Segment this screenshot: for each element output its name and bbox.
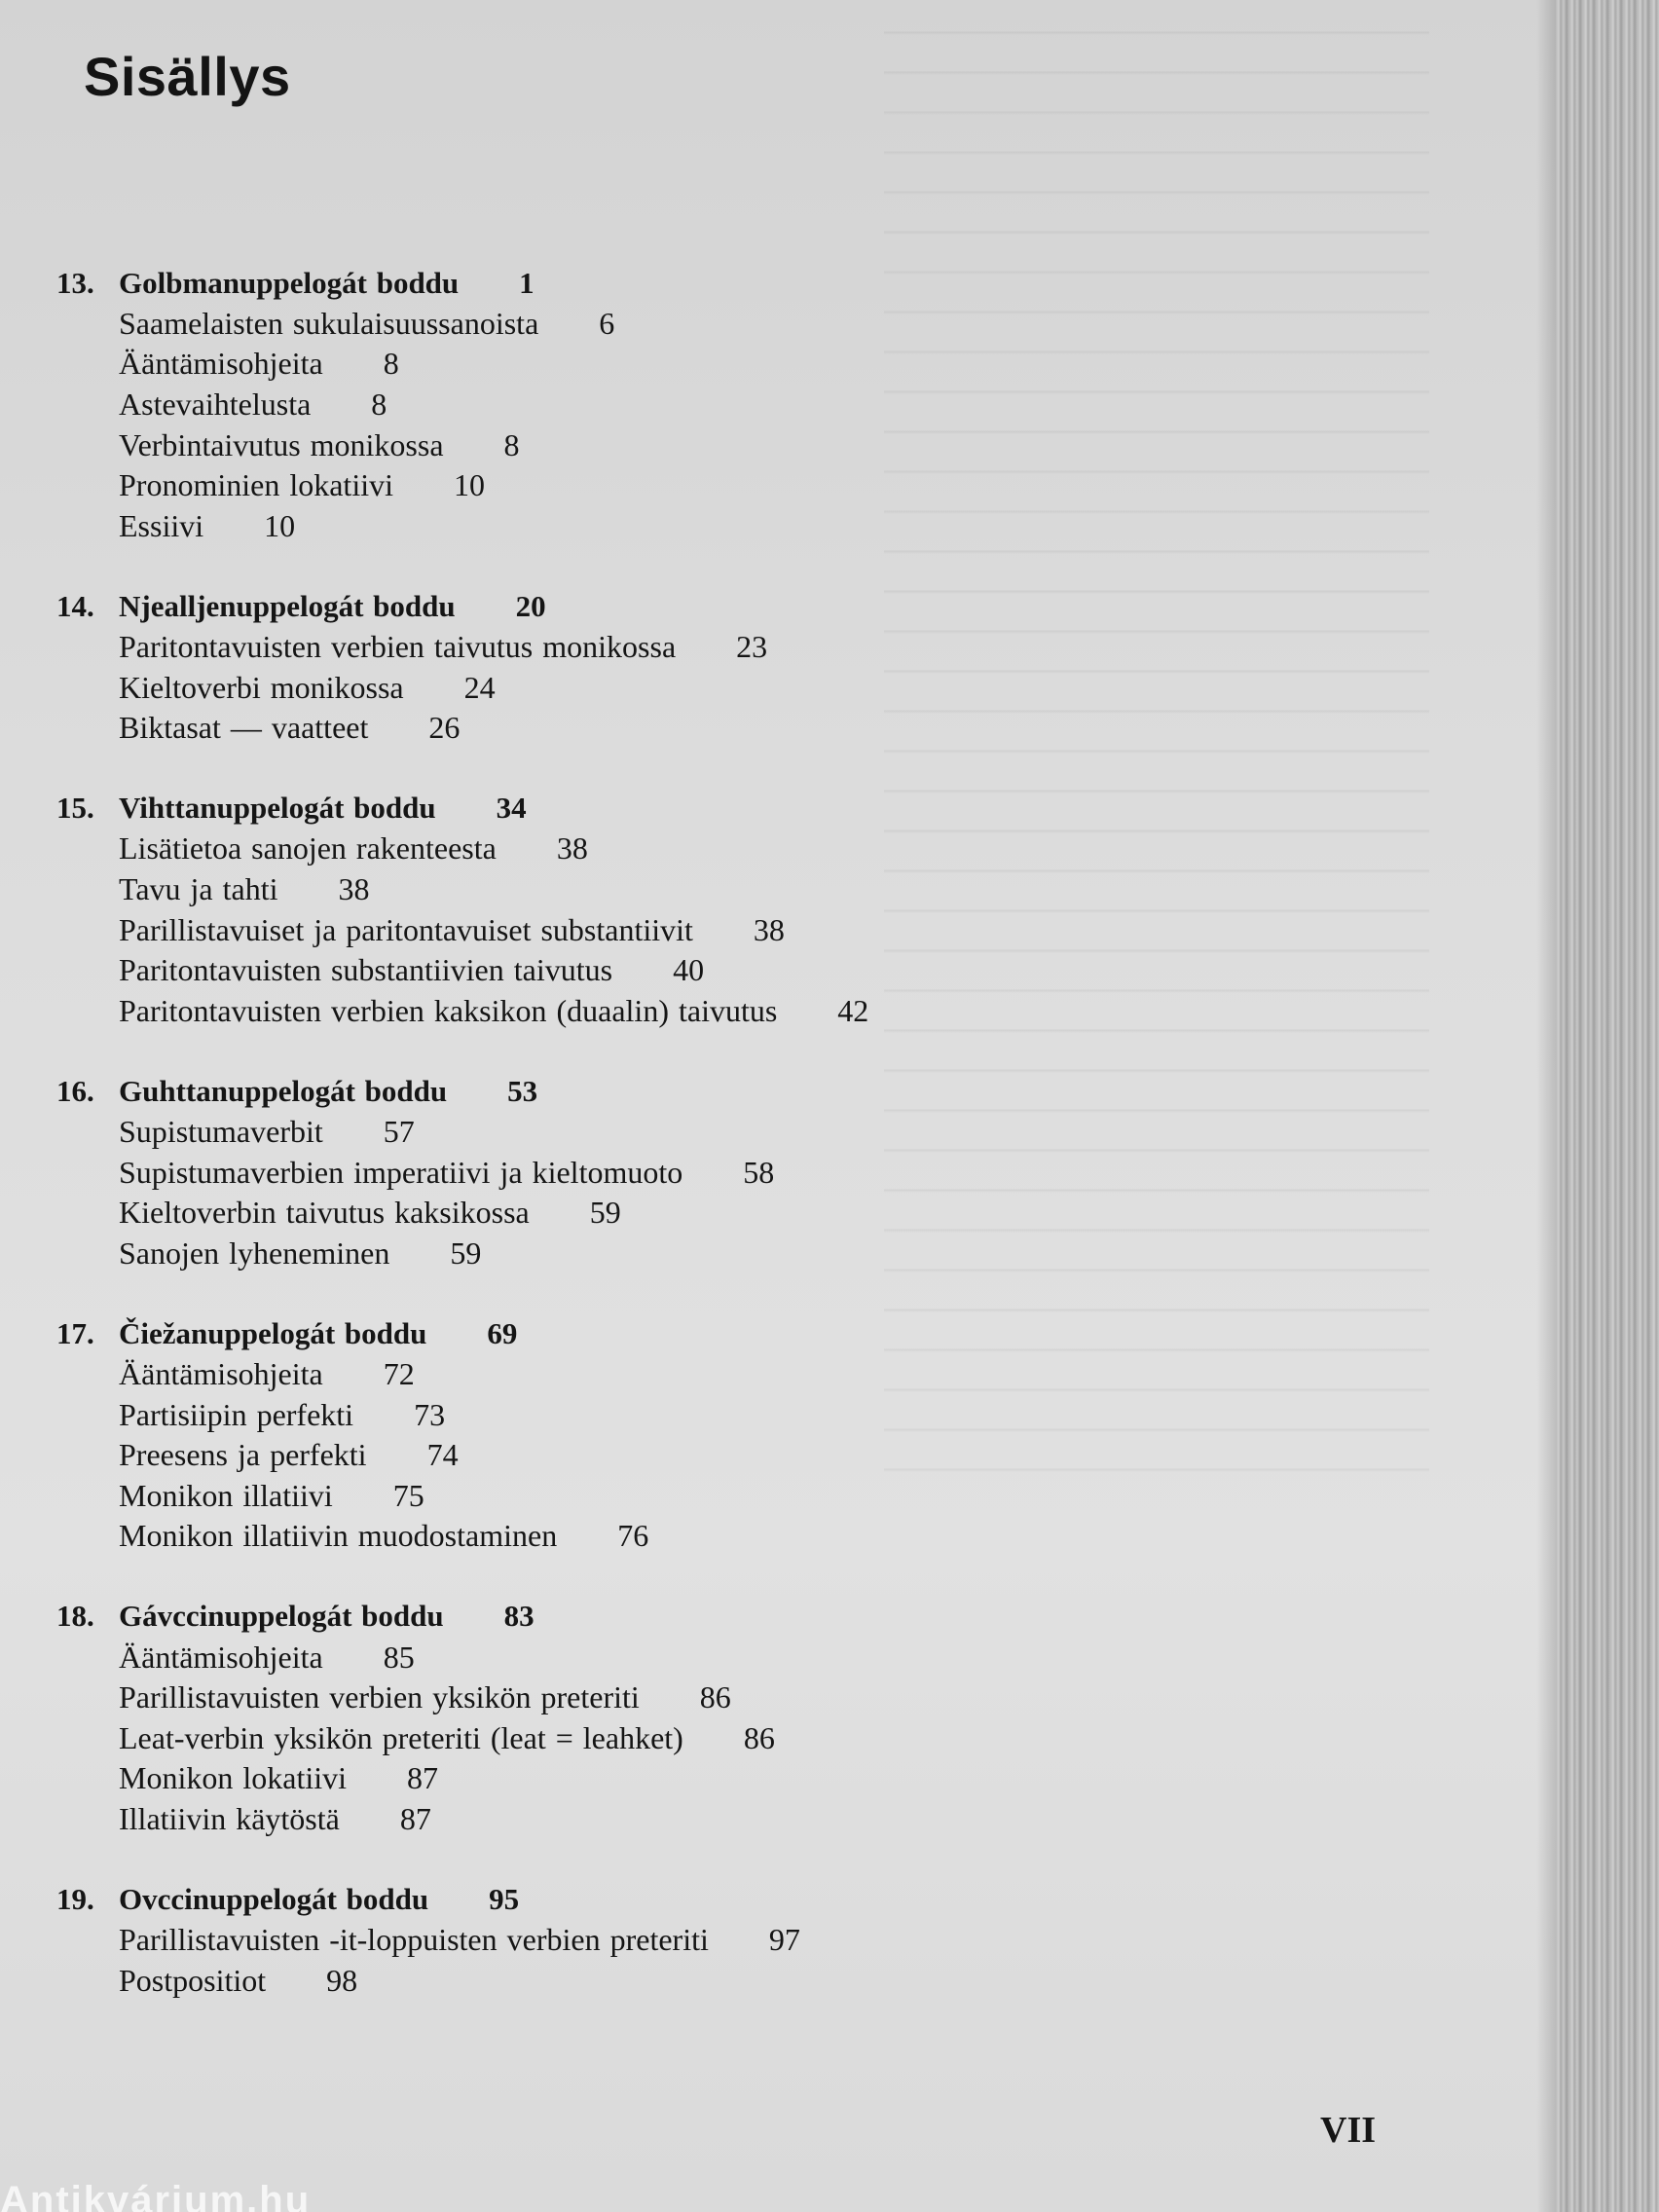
toc-entry[interactable] [56,1233,1186,1273]
toc-entry[interactable] [56,1516,1186,1557]
toc-entry[interactable] [56,1394,1186,1435]
entry-page: 97 [768,1922,800,1958]
entry-page: 87 [399,1800,431,1836]
entry-page: 8 [383,346,399,382]
toc-entry[interactable] [56,304,1186,345]
entry-page: 57 [383,1113,415,1149]
entry-label: Saamelaisten sukulaisuussanoista [119,305,539,341]
chapter-heading[interactable] [56,1071,1186,1112]
toc-entry[interactable] [56,1152,1186,1193]
toc-entry[interactable] [56,1717,1186,1758]
entry-label: Postpositiot [119,1962,267,1998]
table-of-contents [56,263,1186,2041]
toc-entry[interactable] [56,385,1186,425]
entry-label: Kieltoverbin taivutus kaksikossa [119,1195,530,1231]
entry-label: Monikon illatiivin muodostaminen [119,1518,558,1554]
entry-label: Leat-verbin yksikön preteriti (leat = leahket) [119,1719,683,1755]
entry-label: Ääntämisohjeita [119,346,323,382]
toc-chapter-18 [56,1597,1186,1840]
toc-entry[interactable] [56,1637,1186,1677]
entry-label: Lisätietoa sanojen rakenteesta [119,830,497,866]
toc-entry[interactable] [56,1193,1186,1234]
entry-page: 8 [503,426,520,462]
toc-chapter-16 [56,1071,1186,1273]
entry-label: Parillistavuisten -it-loppuisten verbien preteriti [119,1922,709,1958]
entry-page: 23 [736,629,768,665]
entry-label: Illatiivin käytöstä [119,1800,340,1836]
entry-page: 38 [338,871,370,907]
chapter-page: 69 [487,1315,518,1350]
chapter-title: Golbmanuppelogát boddu [119,265,460,300]
chapter-number: 13. [56,265,94,300]
toc-entry[interactable] [56,424,1186,465]
toc-entry[interactable] [56,1960,1186,2001]
entry-page: 87 [407,1760,438,1796]
toc-entry[interactable] [56,909,1186,950]
chapter-page: 53 [507,1073,538,1108]
toc-entry[interactable] [56,1354,1186,1395]
entry-page: 76 [617,1518,649,1554]
entry-page: 86 [699,1679,731,1715]
entry-label: Partisiipin perfekti [119,1396,354,1432]
toc-chapter-17 [56,1313,1186,1557]
entry-label: Paritontavuisten verbien kaksikon (duaalin) taivutus [119,992,778,1028]
chapter-page: 83 [503,1599,535,1634]
chapter-number: 15. [56,791,94,826]
toc-entry[interactable] [56,667,1186,708]
entry-label: Pronominien lokatiivi [119,467,393,503]
entry-page: 40 [673,952,705,988]
chapter-heading[interactable] [56,1879,1186,1920]
toc-chapter-14 [56,586,1186,748]
entry-page: 86 [743,1719,775,1755]
chapter-page: 20 [515,588,546,623]
entry-page: 59 [589,1195,621,1231]
entry-page: 74 [426,1437,459,1473]
toc-entry[interactable] [56,708,1186,749]
chapter-title: Guhttanuppelogát boddu [119,1073,448,1108]
entry-page: 75 [392,1477,424,1513]
entry-label: Biktasat — vaatteet [119,710,369,746]
entry-label: Monikon illatiivi [119,1477,333,1513]
entry-page: 10 [453,467,485,503]
chapter-page: 1 [519,265,535,300]
toc-entry[interactable] [56,465,1186,506]
toc-entry[interactable] [56,1920,1186,1961]
entry-page: 26 [428,710,461,746]
entry-page: 85 [383,1639,415,1675]
chapter-title: Ovccinuppelogát boddu [119,1881,429,1916]
entry-label: Paritontavuisten substantiivien taivutus [119,952,613,988]
chapter-heading[interactable] [56,1597,1186,1638]
entry-label: Parillistavuisten verbien yksikön preteriti [119,1679,640,1715]
toc-entry[interactable] [56,1435,1186,1476]
toc-entry[interactable] [56,344,1186,385]
entry-page: 73 [414,1396,446,1432]
chapter-number: 14. [56,588,94,623]
entry-page: 6 [599,305,615,341]
entry-label: Tavu ja tahti [119,871,278,907]
entry-label: Ääntämisohjeita [119,1639,323,1675]
toc-entry[interactable] [56,1677,1186,1718]
entry-label: Essiivi [119,507,204,543]
toc-chapter-19 [56,1879,1186,2001]
entry-label: Sanojen lyheneminen [119,1235,390,1271]
chapter-page: 34 [496,791,527,826]
entry-label: Preesens ja perfekti [119,1437,367,1473]
entry-page: 58 [743,1154,775,1190]
chapter-title: Gávccinuppelogát boddu [119,1599,444,1634]
toc-entry[interactable] [56,991,1186,1032]
entry-page: 59 [450,1235,482,1271]
chapter-number: 18. [56,1599,94,1634]
entry-label: Verbintaivutus monikossa [119,426,444,462]
entry-label: Paritontavuisten verbien taivutus monikossa [119,629,677,665]
chapter-heading[interactable] [56,586,1186,627]
entry-page: 8 [371,387,387,423]
page-gutter-shadow [1536,0,1556,2212]
entry-page: 38 [753,911,785,947]
entry-label: Supistumaverbit [119,1113,323,1149]
chapter-title: Vihttanuppelogát boddu [119,791,436,826]
entry-page: 72 [383,1355,415,1391]
entry-label: Ääntämisohjeita [119,1355,323,1391]
chapter-title: Čiežanuppelogát boddu [119,1315,427,1350]
chapter-page: 95 [489,1881,520,1916]
page-number: VII [1320,2110,1377,2151]
entry-label: Parillistavuiset ja paritontavuiset substantiivit [119,911,693,947]
toc-chapter-13 [56,263,1186,546]
chapter-title: Njealljenuppelogát boddu [119,588,456,623]
entry-label: Kieltoverbi monikossa [119,669,404,705]
entry-page: 10 [264,507,296,543]
toc-entry[interactable] [56,1799,1186,1840]
entry-label: Astevaihtelusta [119,387,312,423]
chapter-heading[interactable] [56,1313,1186,1354]
toc-entry[interactable] [56,627,1186,668]
book-page-edges [1556,0,1659,2212]
entry-label: Monikon lokatiivi [119,1760,347,1796]
chapter-number: 19. [56,1881,94,1916]
watermark: Antikvárium.hu [0,2179,312,2212]
chapter-heading[interactable] [56,789,1186,830]
toc-entry[interactable] [56,1112,1186,1153]
toc-chapter-15 [56,789,1186,1032]
chapter-number: 17. [56,1315,94,1350]
toc-entry[interactable] [56,950,1186,991]
toc-entry[interactable] [56,829,1186,869]
entry-label: Supistumaverbien imperatiivi ja kieltomuoto [119,1154,683,1190]
entry-page: 38 [556,830,588,866]
toc-entry[interactable] [56,1475,1186,1516]
toc-entry[interactable] [56,869,1186,910]
toc-entry[interactable] [56,506,1186,547]
chapter-number: 16. [56,1073,94,1108]
entry-page: 98 [326,1962,358,1998]
entry-page: 42 [837,992,869,1028]
toc-entry[interactable] [56,1758,1186,1799]
page-title: Sisällys [84,46,291,107]
entry-page: 24 [463,669,496,705]
chapter-heading[interactable] [56,263,1186,304]
